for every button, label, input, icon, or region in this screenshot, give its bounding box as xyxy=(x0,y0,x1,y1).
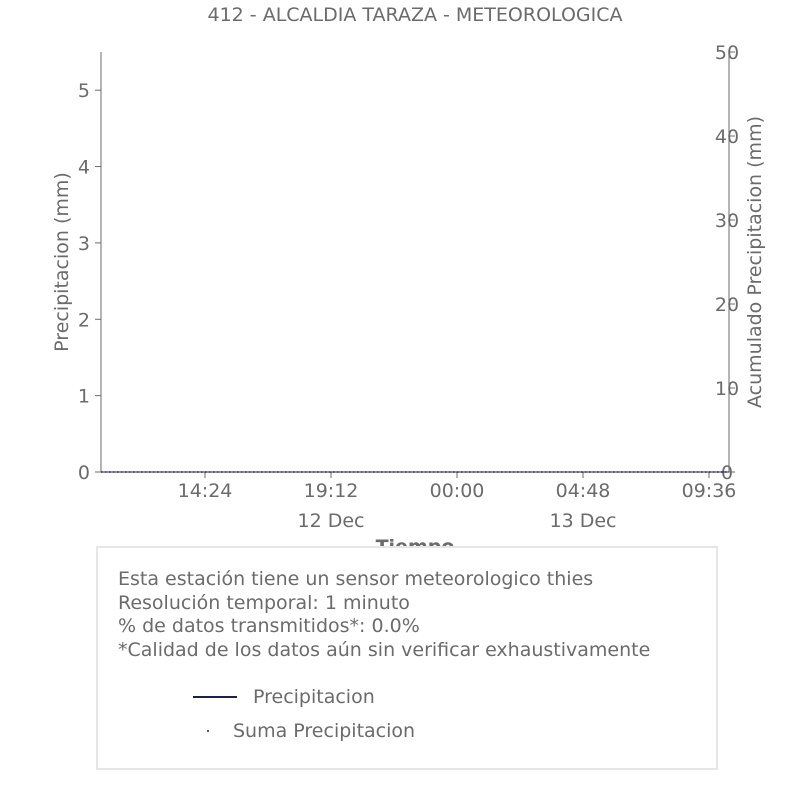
y2-tick-label: 30 xyxy=(714,210,740,232)
legend-item-precipitacion xyxy=(193,680,415,714)
legend-label-suma: Suma Precipitacion xyxy=(233,720,416,742)
x-tick-sublabel: 12 Dec xyxy=(297,510,365,532)
x-tick-label: 19:12 xyxy=(303,480,359,502)
chart-title: 412 - ALCALDIA TARAZA - METEOROLOGICA xyxy=(207,4,623,26)
x-tick-label: 04:48 xyxy=(555,480,611,502)
y-tick-label: 1 xyxy=(77,385,90,408)
y-axis-label: Precipitacion (mm) xyxy=(51,172,73,352)
info-line-resolution: Resolución temporal: 1 minuto xyxy=(118,591,410,614)
legend-dot-swatch xyxy=(207,730,209,732)
y2-tick-label: 50 xyxy=(714,42,740,64)
info-lines xyxy=(118,568,650,662)
y-tick-label: 5 xyxy=(77,80,90,103)
x-tick-label: 14:24 xyxy=(177,480,233,502)
x-ticks xyxy=(178,472,737,532)
info-box xyxy=(96,546,718,770)
legend xyxy=(193,680,415,748)
y2-axis-label: Acumulado Precipitacion (mm) xyxy=(744,116,766,408)
y2-tick-label: 10 xyxy=(714,378,740,400)
y-tick-label: 0 xyxy=(77,462,90,484)
x-tick-sublabel: 13 Dec xyxy=(549,510,617,532)
x-tick-label: 00:00 xyxy=(429,480,485,502)
info-line-sensor: Esta estación tiene un sensor meteorologico thies xyxy=(118,568,594,590)
info-line-quality: *Calidad de los datos aún sin verificar exhaustivamente xyxy=(118,638,651,661)
y2-tick-label: 0 xyxy=(720,462,734,484)
y2-tick-label: 20 xyxy=(714,294,740,316)
y-tick-label: 2 xyxy=(77,309,90,332)
legend-item-suma xyxy=(193,714,415,748)
y-tick-label: 3 xyxy=(77,232,90,255)
y-ticks-left xyxy=(78,80,101,484)
x-tick-label: 09:36 xyxy=(681,480,737,502)
legend-dot-swatch-wrap xyxy=(193,730,223,732)
legend-label-precipitacion: Precipitacion xyxy=(253,686,375,708)
legend-line-swatch xyxy=(193,696,237,698)
y2-tick-label: 40 xyxy=(714,126,740,148)
info-line-transmitted: % de datos transmitidos*: 0.0% xyxy=(118,615,420,637)
y-ticks-right xyxy=(715,42,739,484)
y-tick-label: 4 xyxy=(77,156,90,179)
